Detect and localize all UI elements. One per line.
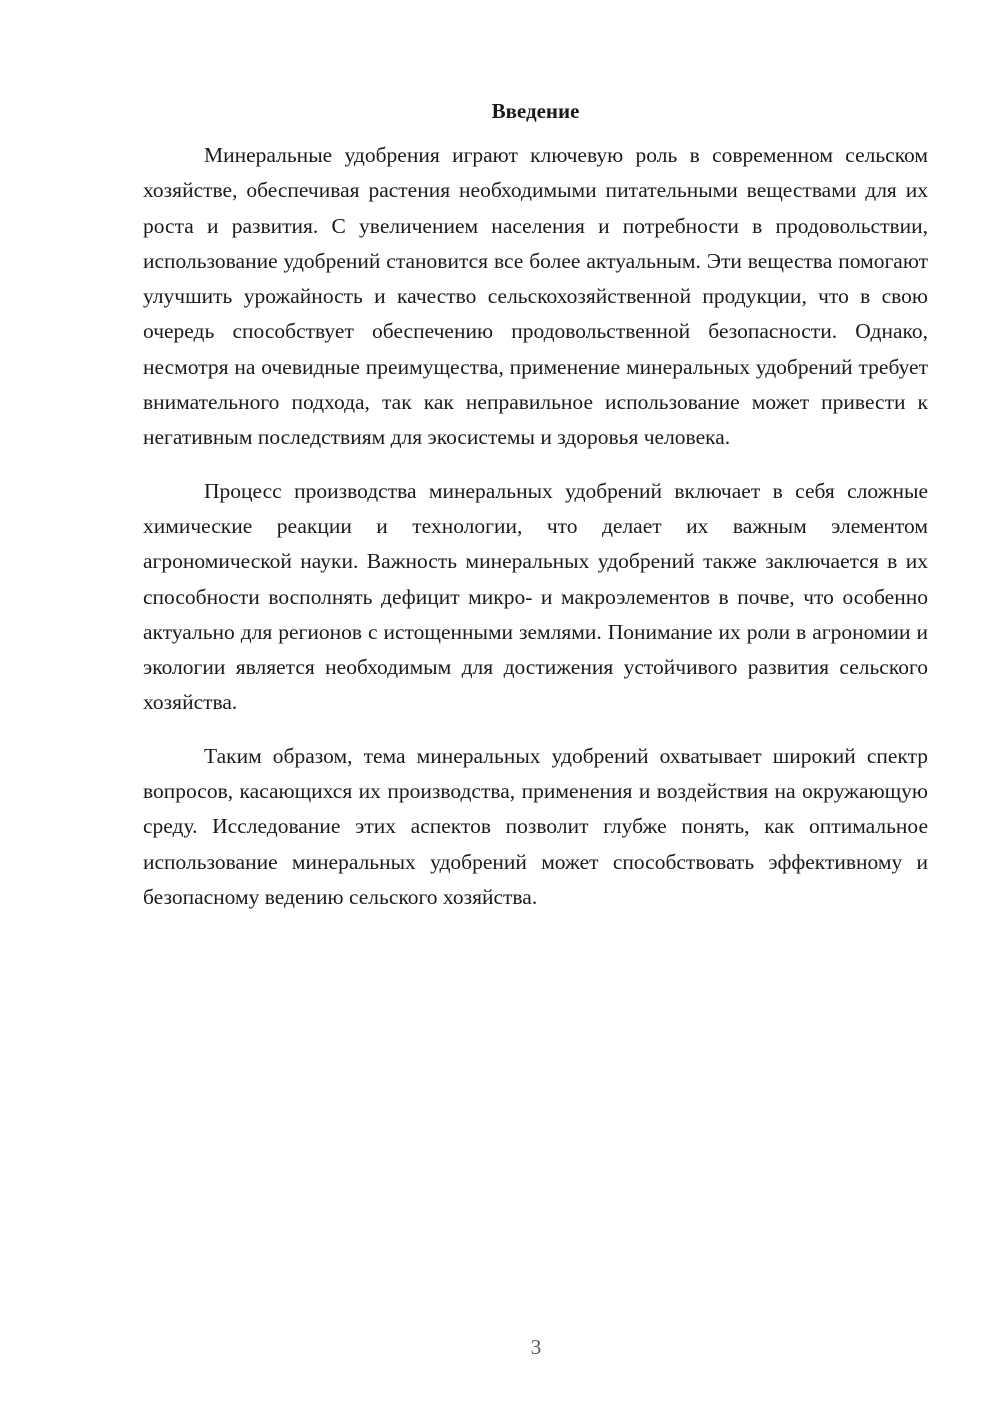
paragraph-1: Минеральные удобрения играют ключевую роль в современном сельском хозяйстве, обеспечивая растения необходимыми питательными веществами для их роста и развития. С увеличением населения и потребности в продовольствии, использование удобрений становится все более актуальным. Эти вещества помогают улучшить урожайность и качество сельскохозяйственной продукции, что в свою очередь способствует обеспечению продовольственной безопасности. Однако, несмотря на очевидные преимущества, применение минеральных удобрений требует внимательного подхода, так как неправильное использование может привести к негативным последствиям для экосистемы и здоровья человека.: [143, 143, 928, 450]
document-body: [143, 96, 928, 933]
section-heading: Введение: [491, 99, 580, 123]
page-number: 3: [530, 1335, 542, 1359]
paragraph-2: Процесс производства минеральных удобрений включает в себя сложные химические реакции и технологии, что делает их важным элементом агрономической науки. Важность минеральных удобрений также заключается в их способности восполнять дефицит микро- и макроэлементов в почве, что особенно актуально для регионов с истощенными землями. Понимание их роли в агрономии и экологии является необходимым для достижения устойчивого развития сельского хозяйства.: [143, 478, 928, 715]
paragraph-3: Таким образом, тема минеральных удобрений охватывает широкий спектр вопросов, касающихся их производства, применения и воздействия на окружающую среду. Исследование этих аспектов позволит глубже понять, как оптимальное использование минеральных удобрений может способствовать эффективному и безопасному ведению сельского хозяйства.: [143, 743, 928, 909]
